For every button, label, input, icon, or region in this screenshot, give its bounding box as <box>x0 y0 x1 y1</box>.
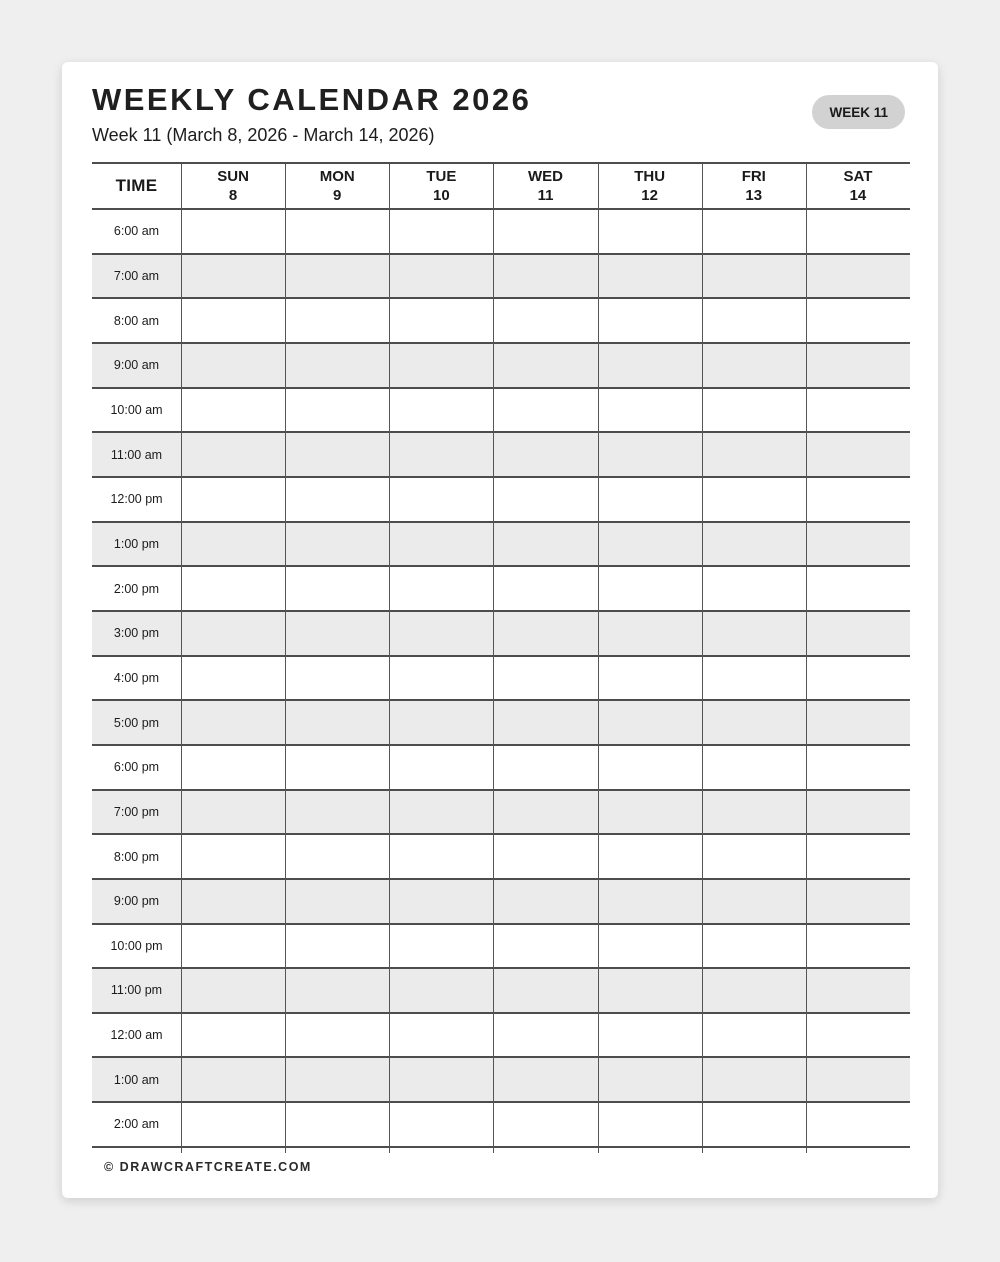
calendar-cell <box>702 701 806 744</box>
calendar-cell <box>389 299 493 342</box>
calendar-cell <box>285 880 389 923</box>
calendar-cell <box>493 567 597 610</box>
time-row <box>92 523 910 568</box>
time-label: 1:00 pm <box>113 536 160 551</box>
calendar-cell <box>493 746 597 789</box>
calendar-cell <box>598 344 702 387</box>
calendar-cell <box>389 1058 493 1101</box>
calendar-cell <box>181 1014 285 1057</box>
calendar-cell <box>181 523 285 566</box>
calendar-cell <box>285 567 389 610</box>
calendar-cell <box>598 925 702 968</box>
calendar-cell <box>598 299 702 342</box>
day-header-sun <box>181 164 285 208</box>
calendar-page <box>62 62 938 1198</box>
calendar-cell <box>389 523 493 566</box>
calendar-cell <box>702 969 806 1012</box>
calendar-cell <box>181 433 285 476</box>
calendar-cell <box>702 1058 806 1101</box>
calendar-cell <box>493 701 597 744</box>
calendar-cell <box>702 791 806 834</box>
calendar-cell <box>285 255 389 298</box>
time-label: 12:00 pm <box>110 492 163 507</box>
calendar-cell <box>493 344 597 387</box>
time-row <box>92 210 910 255</box>
footer-credit: © DRAWCRAFTCREATE.COM <box>104 1160 312 1174</box>
calendar-cell <box>389 389 493 432</box>
calendar-cell <box>598 433 702 476</box>
time-row <box>92 1014 910 1059</box>
calendar-cell <box>493 389 597 432</box>
calendar-cell <box>285 389 389 432</box>
time-label: 7:00 am <box>113 268 160 283</box>
time-label: 7:00 pm <box>113 804 160 819</box>
day-header-sat <box>806 164 910 208</box>
day-name: TUE <box>426 167 457 185</box>
time-row <box>92 969 910 1014</box>
calendar-cell <box>806 880 910 923</box>
calendar-cell <box>702 210 806 253</box>
calendar-cell <box>181 344 285 387</box>
calendar-cell <box>493 1058 597 1101</box>
calendar-cell <box>181 567 285 610</box>
calendar-cell <box>702 880 806 923</box>
calendar-cell <box>598 255 702 298</box>
calendar-cell <box>598 969 702 1012</box>
time-label: 9:00 am <box>113 358 160 373</box>
calendar-cell <box>806 657 910 700</box>
calendar-cell <box>493 299 597 342</box>
calendar-cell <box>598 478 702 521</box>
calendar-cell <box>389 1014 493 1057</box>
calendar-cell <box>181 969 285 1012</box>
day-name: WED <box>527 167 563 185</box>
calendar-cell <box>598 1058 702 1101</box>
day-header-mon <box>285 164 389 208</box>
calendar-cell <box>598 523 702 566</box>
calendar-cell <box>285 344 389 387</box>
calendar-cell <box>598 210 702 253</box>
calendar-cell <box>702 344 806 387</box>
time-label: 10:00 pm <box>110 938 163 953</box>
calendar-cell <box>598 1014 702 1057</box>
time-row <box>92 389 910 434</box>
calendar-cell <box>702 478 806 521</box>
calendar-cell <box>285 701 389 744</box>
calendar-cell <box>806 612 910 655</box>
calendar-cell <box>493 255 597 298</box>
time-label: 6:00 am <box>113 224 160 239</box>
calendar-cell <box>181 880 285 923</box>
week-subtitle: Week 11 (March 8, 2026 - March 14, 2026) <box>92 125 435 145</box>
day-name: FRI <box>741 167 766 185</box>
calendar-cell <box>702 433 806 476</box>
calendar-cell <box>285 1014 389 1057</box>
calendar-cell <box>181 791 285 834</box>
time-row <box>92 791 910 836</box>
calendar-cell <box>806 1058 910 1101</box>
calendar-cell <box>285 210 389 253</box>
calendar-cell <box>806 925 910 968</box>
day-date: 8 <box>228 187 238 204</box>
calendar-cell <box>389 255 493 298</box>
calendar-cell <box>806 478 910 521</box>
calendar-cell <box>389 478 493 521</box>
calendar-cell <box>598 612 702 655</box>
calendar-cell <box>598 1103 702 1146</box>
time-label: 11:00 pm <box>110 983 163 998</box>
time-row <box>92 299 910 344</box>
time-row <box>92 433 910 478</box>
calendar-cell <box>493 1014 597 1057</box>
calendar-cell <box>806 791 910 834</box>
calendar-cell <box>285 433 389 476</box>
day-date: 9 <box>333 187 342 204</box>
calendar-cell <box>702 523 806 566</box>
calendar-cell <box>389 344 493 387</box>
calendar-cell <box>806 389 910 432</box>
time-row <box>92 344 910 389</box>
calendar-cell <box>806 701 910 744</box>
calendar-cell <box>181 1058 285 1101</box>
calendar-cell <box>389 746 493 789</box>
calendar-cell <box>493 880 597 923</box>
day-header-tue <box>389 164 493 208</box>
time-row <box>92 746 910 791</box>
calendar-cell <box>598 880 702 923</box>
calendar-cell <box>389 210 493 253</box>
time-label: 11:00 am <box>110 447 163 462</box>
day-date: 11 <box>537 187 554 204</box>
calendar-cell <box>181 835 285 878</box>
calendar-cell <box>181 478 285 521</box>
calendar-cell <box>493 478 597 521</box>
calendar-cell <box>389 433 493 476</box>
calendar-cell <box>181 255 285 298</box>
time-label: 8:00 pm <box>113 849 160 864</box>
calendar-cell <box>181 389 285 432</box>
calendar-cell <box>389 791 493 834</box>
calendar-cell <box>598 567 702 610</box>
calendar-cell <box>806 255 910 298</box>
calendar-cell <box>806 344 910 387</box>
calendar-cell <box>389 925 493 968</box>
calendar-cell <box>181 612 285 655</box>
time-row <box>92 255 910 300</box>
day-header-thu <box>598 164 702 208</box>
calendar-cell <box>181 746 285 789</box>
calendar-cell <box>702 925 806 968</box>
page-title: WEEKLY CALENDAR 2026 <box>92 82 532 117</box>
time-label: 2:00 am <box>113 1117 160 1132</box>
calendar-cell <box>285 791 389 834</box>
calendar-cell <box>702 567 806 610</box>
calendar-cell <box>493 657 597 700</box>
calendar-cell <box>493 791 597 834</box>
calendar-cell <box>493 925 597 968</box>
calendar-cell <box>806 210 910 253</box>
calendar-cell <box>181 210 285 253</box>
calendar-cell <box>285 478 389 521</box>
time-row <box>92 701 910 746</box>
day-name: MON <box>319 167 355 185</box>
calendar-cell <box>598 657 702 700</box>
calendar-cell <box>806 299 910 342</box>
time-row <box>92 1103 910 1148</box>
calendar-cell <box>598 389 702 432</box>
calendar-cell <box>806 523 910 566</box>
calendar-cell <box>389 880 493 923</box>
time-row <box>92 925 910 970</box>
calendar-cell <box>389 1103 493 1146</box>
calendar-cell <box>702 1103 806 1146</box>
calendar-cell <box>702 1014 806 1057</box>
calendar-cell <box>598 835 702 878</box>
calendar-cell <box>181 299 285 342</box>
day-date: 12 <box>641 187 658 204</box>
calendar-cell <box>702 255 806 298</box>
table-header-row <box>92 164 910 210</box>
calendar-cell <box>181 925 285 968</box>
day-name: THU <box>634 167 666 185</box>
time-row <box>92 835 910 880</box>
time-label: 10:00 am <box>110 402 163 417</box>
calendar-cell <box>493 612 597 655</box>
calendar-cell <box>285 835 389 878</box>
calendar-cell <box>598 701 702 744</box>
time-column-header: TIME <box>115 176 158 195</box>
calendar-cell <box>806 746 910 789</box>
calendar-cell <box>389 835 493 878</box>
calendar-cell <box>389 567 493 610</box>
time-label: 1:00 am <box>113 1072 160 1087</box>
calendar-cell <box>493 433 597 476</box>
calendar-cell <box>702 657 806 700</box>
calendar-cell <box>389 657 493 700</box>
weekly-schedule-table <box>92 162 910 1148</box>
table-body <box>92 210 910 1148</box>
day-date: 10 <box>433 187 450 204</box>
day-date: 14 <box>849 187 867 204</box>
time-label: 5:00 pm <box>113 715 160 730</box>
calendar-cell <box>493 523 597 566</box>
calendar-cell <box>181 701 285 744</box>
time-row <box>92 567 910 612</box>
calendar-cell <box>493 210 597 253</box>
calendar-cell <box>389 701 493 744</box>
calendar-cell <box>493 969 597 1012</box>
calendar-cell <box>285 657 389 700</box>
calendar-cell <box>285 925 389 968</box>
calendar-cell <box>389 969 493 1012</box>
calendar-cell <box>181 1103 285 1146</box>
calendar-cell <box>389 612 493 655</box>
calendar-cell <box>806 835 910 878</box>
calendar-cell <box>598 746 702 789</box>
calendar-cell <box>806 1103 910 1146</box>
calendar-cell <box>285 969 389 1012</box>
time-label: 4:00 pm <box>113 670 160 685</box>
calendar-cell <box>702 612 806 655</box>
calendar-cell <box>285 746 389 789</box>
calendar-cell <box>285 523 389 566</box>
time-row <box>92 880 910 925</box>
calendar-cell <box>285 299 389 342</box>
calendar-cell <box>285 1058 389 1101</box>
day-header-fri <box>702 164 806 208</box>
calendar-cell <box>702 389 806 432</box>
day-date: 13 <box>745 187 763 204</box>
time-row <box>92 612 910 657</box>
time-row <box>92 478 910 523</box>
day-name: SUN <box>217 167 249 185</box>
calendar-cell <box>285 612 389 655</box>
calendar-cell <box>806 969 910 1012</box>
time-row <box>92 1058 910 1103</box>
calendar-cell <box>806 1014 910 1057</box>
calendar-cell <box>702 746 806 789</box>
calendar-cell <box>806 567 910 610</box>
calendar-cell <box>181 657 285 700</box>
calendar-cell <box>493 1103 597 1146</box>
calendar-cell <box>702 835 806 878</box>
calendar-cell <box>493 835 597 878</box>
time-label: 8:00 am <box>113 313 160 328</box>
time-label: 6:00 pm <box>113 760 160 775</box>
time-label: 9:00 pm <box>113 894 160 909</box>
time-label: 3:00 pm <box>113 626 160 641</box>
calendar-cell <box>702 299 806 342</box>
time-label: 12:00 am <box>110 1028 163 1043</box>
week-badge: WEEK 11 <box>812 95 905 129</box>
day-header-wed <box>493 164 597 208</box>
day-name: SAT <box>843 167 873 185</box>
calendar-cell <box>806 433 910 476</box>
time-row <box>92 657 910 702</box>
time-label: 2:00 pm <box>113 581 160 596</box>
calendar-cell <box>598 791 702 834</box>
calendar-cell <box>285 1103 389 1146</box>
